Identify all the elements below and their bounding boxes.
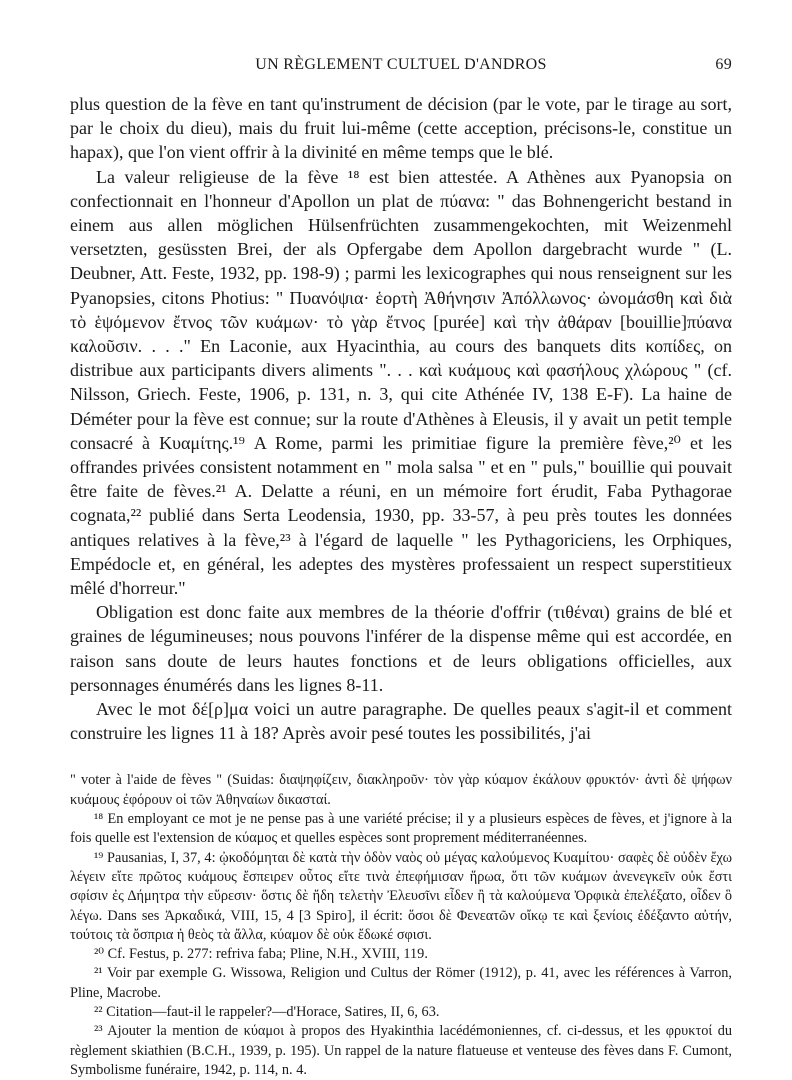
paragraph: plus question de la fève en tant qu'instrument de décision (par le vote, par le tirage au sort, par le choix du dieu), mais du fruit lui-même (cette acception, précisons-le, constitue un hapax), que l'on vient offrir à la divinité en même temps que le blé. (70, 94, 732, 163)
footnote: ¹⁹ Pausanias, I, 37, 4: ᾠκοδόμηται δὲ κατὰ τὴν ὁδὸν ναὸς οὐ μέγας καλούμενος Κυαμίτου· σαφὲς δὲ οὐδὲν ἔχω λέγειν εἴτε πρῶτος κυάμους ἔσπειρεν οὗτος εἴτε τινὰ ἐπεφήμισαν ἥρωα, ὅτι τῶν κυάμων ἀνενεγκεῖν οὐκ ἔστι σφίσιν ἐς Δήμητρα τὴν εὕρεσιν· ὅστις δὲ ἤδη τελετὴν Ἐλευσῖνι εἶδεν ἢ τὰ καλούμενα Ὀρφικὰ ἐπελέξατο, οἶδεν ὃ λέγω. Dans ses Ἀρκαδικά, VIII, 15, 4 [3 Spiro], il écrit: ὅσοι δὲ Φενεατῶν οἴκῳ τε καὶ ξενίοις ἐδέξαντο αὐτήν, τούτοις τὰ ὄσπρια ἡ θεὸς τὰ ἄλλα, κύαμον δὲ οὐκ ἔδωκέ σφισι. (70, 849, 732, 943)
footnote: " voter à l'aide de fèves " (Suidas: διαψηφίζειν, διακληροῦν· τὸν γὰρ κύαμον ἐκάλουν φρυκτόν· ἀντὶ δὲ ψήφων κυάμους ἐφόρουν οἱ τῶν Ἀθηναίων δικασταί. (70, 772, 732, 808)
footnote: ²³ Ajouter la mention de κύαμοι à propos des Hyakinthia lacédémoniennes, cf. ci-dessus, et les φρυκτοί du règlement skiathien (B.C.H., 1939, p. 195). Un rappel de la nature flatueuse et venteuse des fèves dans F. Cumont, Symbolisme funéraire, 1942, p. 114, n. 4. (70, 1023, 732, 1078)
footnotes (70, 771, 732, 1080)
footnote: ²¹ Voir par exemple G. Wissowa, Religion und Cultus der Römer (1912), p. 41, avec les références à Varron, Pline, Macrobe. (70, 965, 732, 1001)
footnote: ²⁰ Cf. Festus, p. 277: refriva faba; Pline, N.H., XVIII, 119. (94, 946, 428, 963)
paragraph: La valeur religieuse de la fève ¹⁸ est bien attestée. A Athènes aux Pyanopsia on confectionnait en l'honneur d'Apollon un plat de πύανα: " das Bohnengericht bestand in einem aus allen möglichen Hülsenfrüchten zusammengekochten, mit Weizenmehl versetzten, gesüssten Brei, der als Opfergabe dem Apollon dargebracht wurde " (L. Deubner, Att. Feste, 1932, pp. 198-9) ; parmi les lexicographes qui nous renseignent sur les Pyanopsies, citons Photius: " Πυανόψια· ἑορτὴ Ἀθήνησιν Ἀπόλλωνος· ὠνομάσθη καὶ διὰ τὸ ἑψόμενον ἔτνος τῶν κυάμων· τὸ γὰρ ἔτνος [purée] καὶ τὴν ἀθάραν [bouillie]πύανα καλοῦσιν. . . ." En Laconie, aux Hyacinthia, au cours des banquets dits κοπίδες, on distribue aux participants divers aliments ". . . καὶ κυάμους καὶ φασήλους χλώρους " (cf. Nilsson, Griech. Feste, 1906, p. 131, n. 3, qui cite Athénée IV, 138 E-F). La haine de Déméter pour la fève est connue; sur la route d'Athènes à Eleusis, il y avait un petit temple consacré à Κυαμίτης.¹⁹ A Rome, parmi les primitiae figure la première fève,²⁰ et les offrandes privées consistent notamment en " mola salsa " et en " puls," bouillie qui pouvait être faite de fèves.²¹ A. Delatte a réuni, en un mémoire fort érudit, Faba Pythagorae cognata,²² publié dans Serta Leodensia, 1930, pp. 33-57, à peu près toutes les données antiques relatives à la fève,²³ à l'égard de laquelle " les Pythagoriciens, les Orphiques, Empédocle et, en général, les adeptes des mystères professaient un respect superstitieux mêlé d'horreur." (70, 166, 732, 599)
paragraph: Obligation est donc faite aux membres de la théorie d'offrir (τιθέναι) grains de blé et graines de légumineuses; nous pouvons l'inférer de la dispense même qui est accordée, en raison sans doute de leurs hautes fonctions et de leurs obligations officielles, aux personnages énumérés dans les lignes 8-11. (70, 602, 732, 695)
footnote: ²² Citation—faut-il le rappeler?—d'Horace, Satires, II, 6, 63. (94, 1004, 440, 1021)
page-number: 69 (715, 56, 732, 73)
paragraph: Avec le mot δέ[ρ]μα voici un autre paragraphe. De quelles peaux s'agit-il et comment construire les lignes 11 à 18? Après avoir pesé toutes les possibilités, j'ai (70, 699, 732, 744)
main-text (70, 92, 732, 745)
footnote: ¹⁸ En employant ce mot je ne pense pas à une variété précise; il y a plusieurs espèces de fèves, et j'ignore à la fois quelle est l'extension de κύαμος et quelles espèces sont proprement méditerranéennes. (70, 811, 732, 847)
running-header (70, 56, 732, 84)
running-title: UN RÈGLEMENT CULTUEL D'ANDROS (255, 56, 547, 73)
